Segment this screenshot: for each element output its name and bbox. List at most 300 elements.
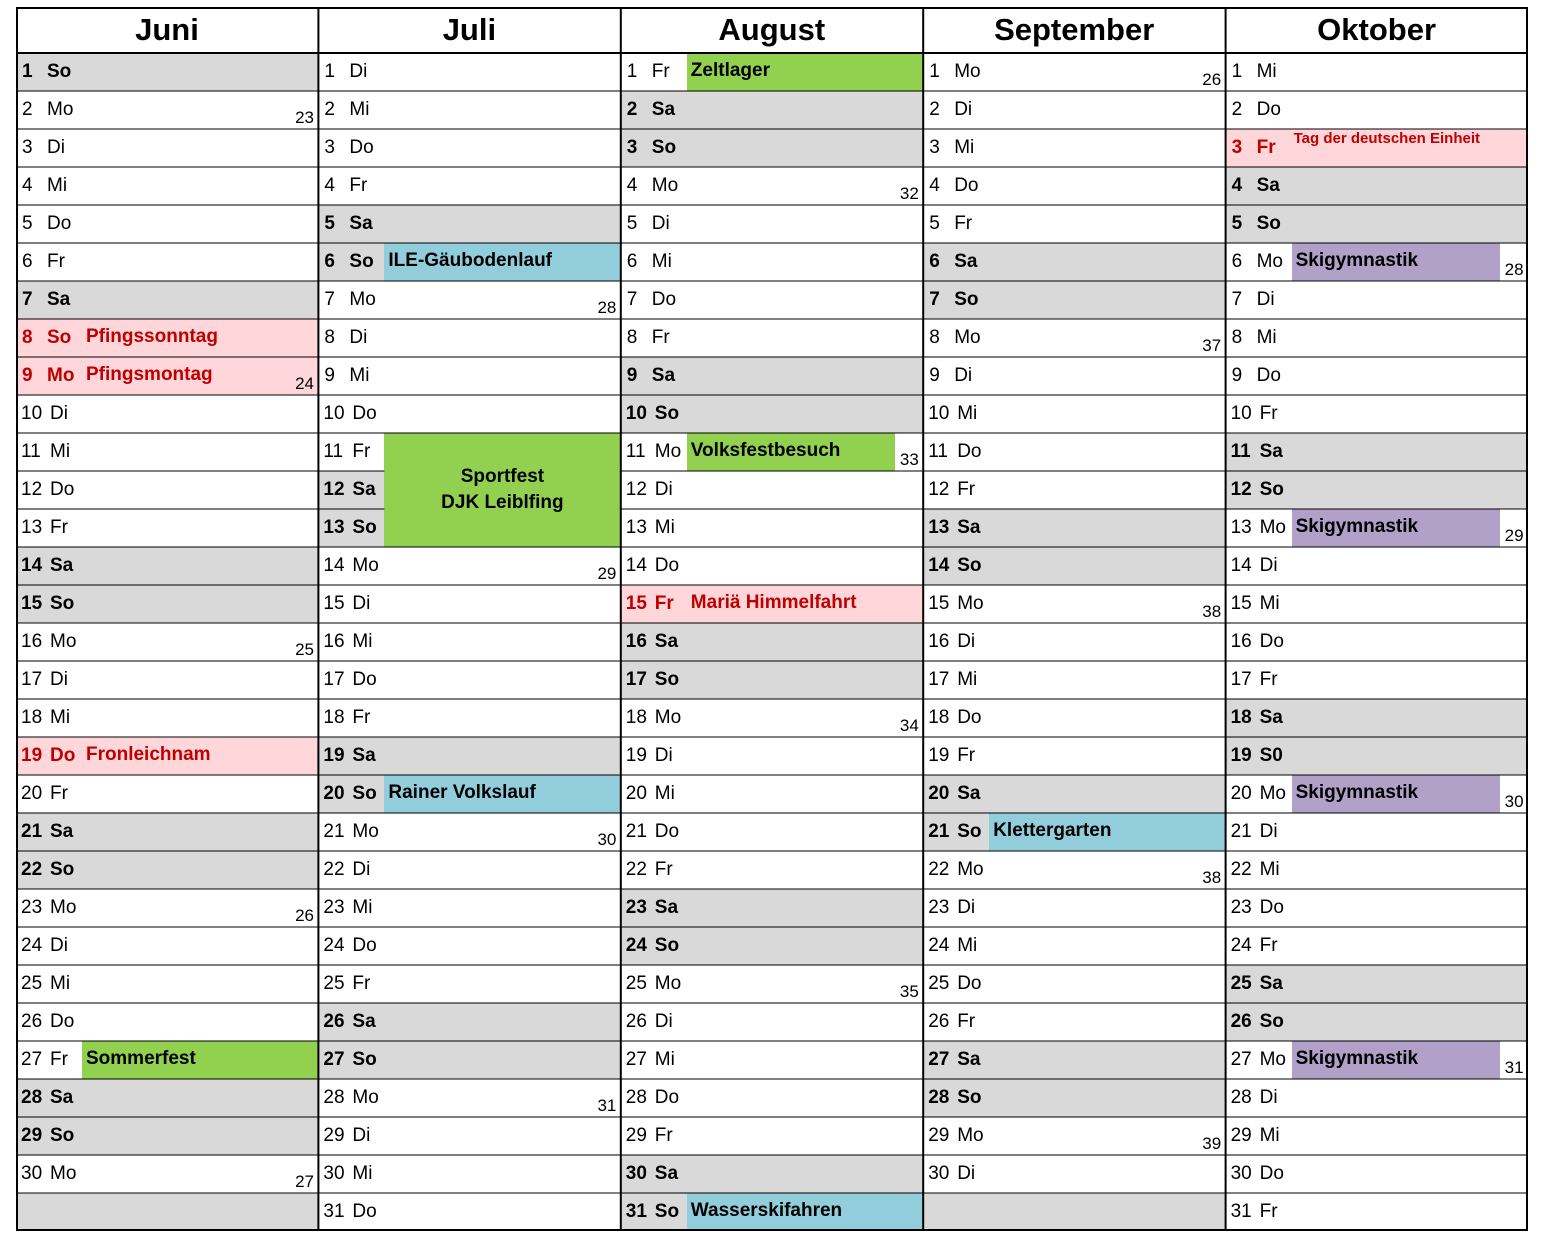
day-cell[interactable] bbox=[621, 699, 923, 737]
event-label[interactable]: Pfingsmontag bbox=[86, 364, 213, 385]
weekday-label: Mo bbox=[1259, 783, 1286, 804]
day-cell[interactable] bbox=[923, 509, 1225, 547]
day-cell[interactable] bbox=[16, 319, 318, 357]
day-cell[interactable] bbox=[621, 129, 923, 167]
day-cell[interactable] bbox=[1226, 509, 1528, 547]
day-cell[interactable] bbox=[1226, 319, 1528, 357]
day-cell[interactable] bbox=[1226, 623, 1528, 661]
day-cell[interactable] bbox=[16, 813, 318, 851]
weekday-label: So bbox=[1259, 1011, 1284, 1032]
weekday-label: Di bbox=[651, 213, 670, 234]
day-number: 1 bbox=[324, 61, 335, 82]
day-number: 22 bbox=[21, 859, 43, 880]
day-cell[interactable] bbox=[621, 851, 923, 889]
day-number: 24 bbox=[1230, 935, 1252, 956]
weekday-label: Fr bbox=[352, 441, 371, 462]
day-cell[interactable] bbox=[16, 1003, 318, 1041]
day-cell[interactable] bbox=[923, 889, 1225, 927]
weekday-label: Sa bbox=[349, 213, 373, 234]
day-cell[interactable] bbox=[923, 243, 1225, 281]
event-label[interactable]: Klettergarten bbox=[989, 813, 1225, 851]
day-cell[interactable] bbox=[318, 1155, 620, 1193]
day-cell[interactable] bbox=[16, 471, 318, 509]
weekday-label: Mo bbox=[957, 593, 984, 614]
day-cell[interactable] bbox=[16, 509, 318, 547]
day-cell[interactable] bbox=[318, 357, 620, 395]
day-cell[interactable] bbox=[318, 129, 620, 167]
weekday-label: Mi bbox=[954, 137, 975, 158]
day-cell[interactable] bbox=[621, 889, 923, 927]
weekday-label: Do bbox=[47, 213, 72, 234]
day-cell[interactable] bbox=[1226, 547, 1528, 585]
day-cell[interactable] bbox=[16, 737, 318, 775]
weekday-label: Di bbox=[352, 593, 371, 614]
day-cell[interactable] bbox=[318, 775, 620, 813]
day-cell[interactable] bbox=[923, 1155, 1225, 1193]
day-cell[interactable] bbox=[318, 1079, 620, 1117]
day-cell[interactable] bbox=[621, 395, 923, 433]
week-number: 31 bbox=[597, 1096, 617, 1115]
event-label[interactable]: Volksfestbesuch bbox=[687, 433, 895, 471]
day-cell[interactable] bbox=[1226, 965, 1528, 1003]
day-cell[interactable] bbox=[318, 813, 620, 851]
day-cell[interactable] bbox=[621, 471, 923, 509]
weekday-label: Do bbox=[1256, 365, 1281, 386]
weekday-label: Sa bbox=[352, 745, 376, 766]
month-column-oktober bbox=[1226, 7, 1528, 1231]
day-cell[interactable] bbox=[1226, 395, 1528, 433]
day-cell[interactable] bbox=[16, 91, 318, 129]
day-cell[interactable] bbox=[923, 699, 1225, 737]
weekday-label: Sa bbox=[50, 555, 74, 576]
day-number: 23 bbox=[21, 897, 43, 918]
weekday-label: Fr bbox=[654, 859, 673, 880]
day-cell[interactable] bbox=[923, 281, 1225, 319]
day-cell[interactable] bbox=[16, 1079, 318, 1117]
week-number: 30 bbox=[597, 830, 617, 849]
day-number: 18 bbox=[1230, 707, 1252, 728]
month-column-august bbox=[621, 7, 923, 1231]
day-cell[interactable] bbox=[621, 1079, 923, 1117]
weekday-label: Mi bbox=[352, 1163, 373, 1184]
day-cell[interactable] bbox=[923, 1079, 1225, 1117]
day-cell[interactable] bbox=[1226, 357, 1528, 395]
day-cell[interactable] bbox=[621, 737, 923, 775]
day-cell[interactable] bbox=[318, 585, 620, 623]
day-cell[interactable] bbox=[1226, 1193, 1528, 1231]
day-cell[interactable] bbox=[16, 243, 318, 281]
day-number: 3 bbox=[324, 137, 335, 158]
event-label[interactable]: Skigymnastik bbox=[1292, 243, 1500, 281]
day-cell[interactable] bbox=[621, 243, 923, 281]
day-number: 11 bbox=[1230, 441, 1251, 462]
weekday-label: Fr bbox=[1259, 669, 1278, 690]
day-cell[interactable] bbox=[16, 205, 318, 243]
day-cell[interactable] bbox=[621, 433, 923, 471]
day-cell[interactable] bbox=[621, 205, 923, 243]
day-number: 12 bbox=[323, 479, 345, 500]
weekday-label: Do bbox=[1256, 99, 1281, 120]
day-cell[interactable] bbox=[318, 661, 620, 699]
weekday-label: Mo bbox=[651, 175, 679, 196]
event-label[interactable]: Tag der deutschen Einheit bbox=[1293, 130, 1481, 147]
day-cell[interactable] bbox=[318, 1041, 620, 1079]
weekday-label: Di bbox=[957, 1163, 976, 1184]
day-cell[interactable] bbox=[923, 471, 1225, 509]
day-cell[interactable] bbox=[923, 319, 1225, 357]
day-cell[interactable] bbox=[621, 509, 923, 547]
weekday-label: Mi bbox=[1259, 1125, 1280, 1146]
day-cell[interactable] bbox=[16, 965, 318, 1003]
weekday-label: So bbox=[1256, 213, 1281, 234]
day-cell[interactable] bbox=[16, 129, 318, 167]
day-cell[interactable] bbox=[621, 1041, 923, 1079]
week-number: 24 bbox=[295, 374, 314, 393]
day-cell[interactable] bbox=[621, 623, 923, 661]
day-number: 11 bbox=[928, 441, 948, 462]
day-cell[interactable] bbox=[318, 281, 620, 319]
week-number: 33 bbox=[899, 450, 919, 469]
day-cell[interactable] bbox=[318, 319, 620, 357]
day-cell[interactable] bbox=[1226, 1155, 1528, 1193]
day-cell[interactable] bbox=[16, 357, 318, 395]
week-number: 35 bbox=[899, 982, 919, 1001]
day-cell[interactable] bbox=[621, 1117, 923, 1155]
day-number: 13 bbox=[625, 517, 647, 538]
week-number: 28 bbox=[597, 298, 617, 317]
weekday-label: Fr bbox=[1259, 403, 1278, 424]
day-cell[interactable] bbox=[16, 395, 318, 433]
day-number: 10 bbox=[323, 403, 345, 424]
day-number: 10 bbox=[625, 403, 647, 424]
event-label[interactable]: Mariä Himmelfahrt bbox=[690, 592, 857, 613]
weekday-label: Di bbox=[654, 745, 673, 766]
event-sportfest[interactable] bbox=[384, 433, 620, 547]
day-cell[interactable] bbox=[621, 53, 923, 91]
day-cell[interactable] bbox=[16, 585, 318, 623]
day-cell[interactable] bbox=[621, 1193, 923, 1231]
day-cell[interactable] bbox=[923, 167, 1225, 205]
day-number: 9 bbox=[1231, 365, 1243, 386]
day-cell[interactable] bbox=[1226, 53, 1528, 91]
week-number: 27 bbox=[295, 1172, 314, 1191]
day-cell[interactable] bbox=[1226, 243, 1528, 281]
day-cell[interactable] bbox=[1226, 775, 1528, 813]
day-cell[interactable] bbox=[621, 319, 923, 357]
day-number: 10 bbox=[928, 403, 950, 424]
day-cell[interactable] bbox=[621, 281, 923, 319]
weekday-label: Fr bbox=[957, 1011, 976, 1032]
day-number: 28 bbox=[1230, 1087, 1252, 1108]
day-number: 8 bbox=[626, 327, 638, 348]
day-cell[interactable] bbox=[318, 927, 620, 965]
day-cell[interactable] bbox=[318, 1003, 620, 1041]
day-cell[interactable] bbox=[318, 53, 620, 91]
month-column-september bbox=[923, 7, 1225, 1231]
day-number: 20 bbox=[625, 783, 647, 804]
day-number: 7 bbox=[626, 289, 638, 310]
day-number: 7 bbox=[929, 289, 940, 310]
event-label[interactable]: Sommerfest bbox=[82, 1041, 318, 1079]
day-cell[interactable] bbox=[318, 737, 620, 775]
day-number: 12 bbox=[625, 479, 647, 500]
day-cell[interactable] bbox=[318, 1117, 620, 1155]
week-number: 29 bbox=[597, 564, 617, 583]
weekday-label: Mi bbox=[654, 783, 675, 804]
day-number: 5 bbox=[324, 213, 335, 234]
day-number: 13 bbox=[21, 517, 43, 538]
day-cell[interactable] bbox=[1226, 585, 1528, 623]
day-cell[interactable] bbox=[923, 775, 1225, 813]
weekday-label: Fr bbox=[651, 61, 670, 82]
day-cell[interactable] bbox=[16, 623, 318, 661]
event-label[interactable]: Skigymnastik bbox=[1292, 1041, 1500, 1079]
day-cell[interactable] bbox=[16, 699, 318, 737]
weekday-label: Fr bbox=[957, 745, 976, 766]
day-cell[interactable] bbox=[318, 699, 620, 737]
day-cell[interactable] bbox=[923, 813, 1225, 851]
day-cell[interactable] bbox=[923, 737, 1225, 775]
weekday-label: Do bbox=[352, 403, 377, 424]
day-cell[interactable] bbox=[1226, 129, 1528, 167]
day-cell[interactable] bbox=[1226, 167, 1528, 205]
day-number: 25 bbox=[928, 973, 950, 994]
weekday-label: Sa bbox=[654, 1163, 679, 1184]
day-cell[interactable] bbox=[923, 433, 1225, 471]
day-cell[interactable] bbox=[1226, 737, 1528, 775]
day-cell[interactable] bbox=[1226, 851, 1528, 889]
day-number: 22 bbox=[1230, 859, 1252, 880]
day-cell[interactable] bbox=[16, 1041, 318, 1079]
week-number: 25 bbox=[295, 640, 314, 659]
day-cell[interactable] bbox=[318, 91, 620, 129]
weekday-label: Mi bbox=[957, 403, 978, 424]
day-number: 27 bbox=[625, 1049, 647, 1070]
day-number: 29 bbox=[625, 1125, 647, 1146]
day-cell[interactable] bbox=[923, 395, 1225, 433]
day-cell[interactable] bbox=[16, 775, 318, 813]
day-number: 14 bbox=[323, 555, 345, 576]
day-number: 19 bbox=[323, 745, 345, 766]
day-cell[interactable] bbox=[16, 167, 318, 205]
day-cell[interactable] bbox=[16, 661, 318, 699]
day-number: 7 bbox=[22, 289, 33, 310]
day-cell[interactable] bbox=[1226, 889, 1528, 927]
weekday-label: Mi bbox=[50, 441, 71, 462]
day-cell[interactable] bbox=[621, 927, 923, 965]
day-number: 9 bbox=[929, 365, 940, 386]
day-cell[interactable] bbox=[621, 813, 923, 851]
day-cell[interactable] bbox=[16, 281, 318, 319]
day-cell[interactable] bbox=[16, 851, 318, 889]
weekday-label: Mo bbox=[50, 1163, 77, 1184]
day-number: 4 bbox=[324, 175, 335, 196]
weekday-label: Mo bbox=[1259, 1049, 1286, 1070]
day-cell[interactable] bbox=[621, 585, 923, 623]
event-label[interactable]: Skigymnastik bbox=[1292, 775, 1500, 813]
day-cell[interactable] bbox=[318, 395, 620, 433]
day-number: 20 bbox=[21, 783, 43, 804]
day-number: 2 bbox=[929, 99, 940, 120]
day-cell[interactable] bbox=[16, 1155, 318, 1193]
weekday-label: Fr bbox=[352, 973, 371, 994]
day-cell[interactable] bbox=[923, 53, 1225, 91]
day-number: 7 bbox=[1231, 289, 1243, 310]
day-cell[interactable] bbox=[318, 167, 620, 205]
day-number: 6 bbox=[929, 251, 940, 272]
day-cell[interactable] bbox=[621, 357, 923, 395]
event-label[interactable]: Zeltlager bbox=[687, 53, 923, 91]
day-number: 26 bbox=[323, 1011, 345, 1032]
weekday-label: Mo bbox=[957, 1125, 984, 1146]
day-cell[interactable] bbox=[621, 167, 923, 205]
day-cell[interactable] bbox=[621, 547, 923, 585]
day-number: 27 bbox=[323, 1049, 345, 1070]
day-cell[interactable] bbox=[923, 1041, 1225, 1079]
event-label[interactable]: ILE-Gäubodenlauf bbox=[384, 243, 620, 281]
day-cell[interactable] bbox=[318, 623, 620, 661]
weekday-label: S0 bbox=[1259, 745, 1283, 766]
month-header: September bbox=[994, 12, 1155, 47]
day-number: 29 bbox=[323, 1125, 345, 1146]
day-cell[interactable] bbox=[923, 1117, 1225, 1155]
day-number: 18 bbox=[323, 707, 345, 728]
day-cell[interactable] bbox=[1226, 91, 1528, 129]
day-cell[interactable] bbox=[16, 53, 318, 91]
day-number: 1 bbox=[626, 61, 638, 82]
weekday-label: Di bbox=[654, 479, 673, 500]
event-label[interactable]: Pfingssonntag bbox=[86, 326, 218, 347]
weekday-label: Fr bbox=[1259, 1201, 1278, 1222]
weekday-label: Mi bbox=[654, 517, 675, 538]
weekday-label: Sa bbox=[651, 365, 676, 386]
weekday-label: Do bbox=[654, 555, 680, 576]
day-number: 21 bbox=[625, 821, 647, 842]
day-cell[interactable] bbox=[923, 129, 1225, 167]
weekday-label: Do bbox=[1259, 897, 1284, 918]
day-number: 14 bbox=[625, 555, 647, 576]
day-cell[interactable] bbox=[318, 547, 620, 585]
day-cell[interactable] bbox=[318, 889, 620, 927]
day-cell[interactable] bbox=[1226, 433, 1528, 471]
weekday-label: So bbox=[654, 403, 680, 424]
day-cell[interactable] bbox=[1226, 699, 1528, 737]
weekday-label: Mi bbox=[352, 631, 373, 652]
day-number: 22 bbox=[625, 859, 647, 880]
day-cell[interactable] bbox=[621, 1155, 923, 1193]
day-cell[interactable] bbox=[1226, 205, 1528, 243]
day-cell[interactable] bbox=[318, 851, 620, 889]
day-cell[interactable] bbox=[1226, 661, 1528, 699]
day-number: 19 bbox=[625, 745, 647, 766]
weekday-label: Fr bbox=[352, 707, 371, 728]
day-number: 16 bbox=[928, 631, 950, 652]
day-cell[interactable] bbox=[923, 1003, 1225, 1041]
weekday-label: Di bbox=[352, 1125, 371, 1146]
month-header: August bbox=[718, 12, 826, 47]
day-number: 24 bbox=[928, 935, 950, 956]
day-cell[interactable] bbox=[1226, 1079, 1528, 1117]
day-number: 25 bbox=[625, 973, 647, 994]
day-cell[interactable] bbox=[923, 91, 1225, 129]
day-cell[interactable] bbox=[1226, 927, 1528, 965]
weekday-label: Sa bbox=[957, 783, 981, 804]
day-cell[interactable] bbox=[318, 965, 620, 1003]
weekday-label: Mo bbox=[654, 973, 682, 994]
weekday-label: Mo bbox=[654, 441, 682, 462]
day-cell[interactable] bbox=[923, 623, 1225, 661]
day-cell[interactable] bbox=[923, 205, 1225, 243]
day-cell[interactable] bbox=[16, 547, 318, 585]
weekday-label: Di bbox=[957, 897, 976, 918]
day-cell[interactable] bbox=[318, 205, 620, 243]
day-cell[interactable] bbox=[16, 433, 318, 471]
day-cell[interactable] bbox=[621, 91, 923, 129]
day-number: 16 bbox=[323, 631, 345, 652]
day-cell[interactable] bbox=[621, 661, 923, 699]
day-cell[interactable] bbox=[621, 775, 923, 813]
weekday-label: Sa bbox=[957, 1049, 981, 1070]
day-number: 26 bbox=[625, 1011, 647, 1032]
day-number: 9 bbox=[22, 365, 33, 386]
weekday-label: Mo bbox=[654, 707, 682, 728]
weekday-label: Mo bbox=[50, 631, 77, 652]
day-number: 14 bbox=[1230, 555, 1252, 576]
event-label[interactable]: Rainer Volkslauf bbox=[384, 775, 620, 813]
day-cell[interactable] bbox=[923, 661, 1225, 699]
day-cell[interactable] bbox=[318, 243, 620, 281]
week-number: 38 bbox=[1202, 868, 1222, 887]
event-label[interactable]: Wasserskifahren bbox=[687, 1193, 923, 1231]
day-cell[interactable] bbox=[318, 1193, 620, 1231]
day-cell[interactable] bbox=[1226, 813, 1528, 851]
day-cell[interactable] bbox=[621, 1003, 923, 1041]
day-number: 9 bbox=[626, 365, 638, 386]
weekday-label: So bbox=[654, 1201, 680, 1222]
week-number: 29 bbox=[1504, 526, 1524, 545]
day-cell[interactable] bbox=[1226, 281, 1528, 319]
day-cell[interactable] bbox=[923, 851, 1225, 889]
event-label[interactable]: Skigymnastik bbox=[1292, 509, 1500, 547]
weekday-label: So bbox=[651, 137, 677, 158]
day-cell[interactable] bbox=[1226, 1003, 1528, 1041]
day-cell[interactable] bbox=[923, 585, 1225, 623]
day-cell[interactable] bbox=[923, 357, 1225, 395]
day-number: 15 bbox=[21, 593, 43, 614]
weekday-label: Do bbox=[50, 479, 75, 500]
weekday-label: So bbox=[352, 517, 377, 538]
weekday-label: Di bbox=[1259, 821, 1278, 842]
event-label[interactable]: Fronleichnam bbox=[86, 744, 211, 765]
weekday-label: Sa bbox=[352, 479, 376, 500]
day-number: 12 bbox=[21, 479, 43, 500]
day-cell[interactable] bbox=[923, 547, 1225, 585]
day-cell[interactable] bbox=[923, 965, 1225, 1003]
day-number: 23 bbox=[1230, 897, 1252, 918]
day-number: 11 bbox=[323, 441, 344, 462]
day-cell[interactable] bbox=[1226, 1041, 1528, 1079]
day-cell[interactable] bbox=[16, 1117, 318, 1155]
day-cell[interactable] bbox=[923, 927, 1225, 965]
day-number: 27 bbox=[1230, 1049, 1252, 1070]
day-cell[interactable] bbox=[16, 889, 318, 927]
day-cell[interactable] bbox=[1226, 471, 1528, 509]
day-number: 29 bbox=[928, 1125, 950, 1146]
weekday-label: So bbox=[654, 669, 680, 690]
day-cell[interactable] bbox=[621, 965, 923, 1003]
day-cell[interactable] bbox=[1226, 1117, 1528, 1155]
day-cell[interactable] bbox=[16, 927, 318, 965]
